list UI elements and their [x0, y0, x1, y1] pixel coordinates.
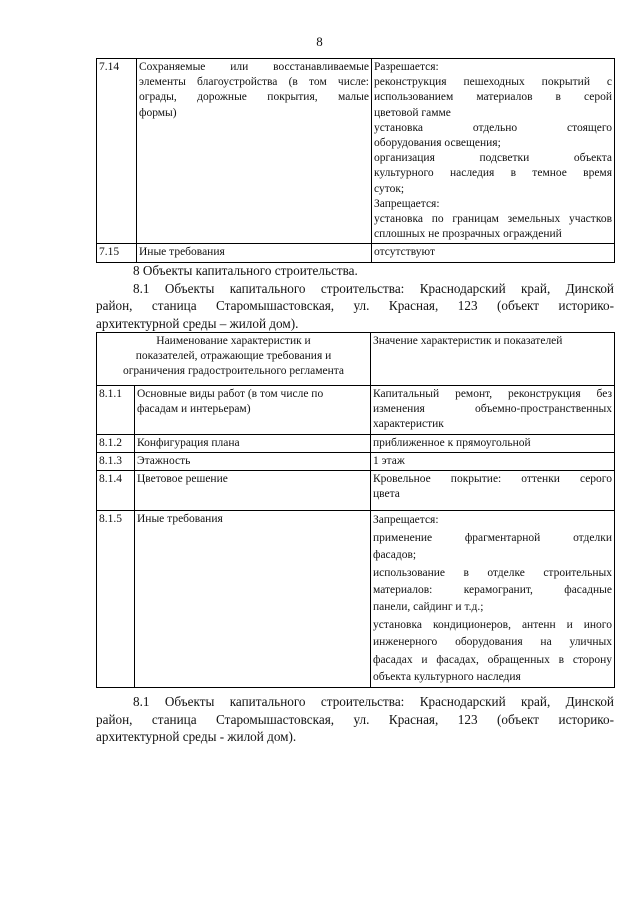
closing-paragraph-line: 8.1 Объекты капитального строительства: Краснодарский край, Динской	[133, 694, 614, 709]
row-value: Капитальный ремонт, реконструкция без изменения объемно-пространственных характеристик	[371, 386, 615, 435]
row-number: 8.1.5	[97, 511, 135, 688]
regulation-table-7	[96, 58, 615, 263]
header-values: Значение характеристик и показателей	[371, 333, 615, 386]
row-name: Этажность	[135, 452, 371, 470]
row-name: Цветовое решение	[135, 471, 371, 511]
table-row	[97, 471, 615, 511]
table-row	[97, 511, 615, 688]
row-name: Конфигурация плана	[135, 434, 371, 452]
row-name: Сохраняемые или восстанавливаемые элементы благоустройства (в том числе: ограды, дорожные покрытия, малые формы)	[137, 59, 372, 244]
section-paragraph-line: 8.1 Объекты капитального строительства: Краснодарский край, Динской	[133, 280, 614, 296]
row-value: отсутствуют	[372, 244, 615, 262]
row-number: 8.1.4	[97, 471, 135, 511]
row-number: 8.1.1	[97, 386, 135, 435]
table-row	[97, 434, 615, 452]
row-value: Кровельное покрытие: оттенки серого цвета	[371, 471, 615, 511]
row-number: 7.14	[97, 59, 137, 244]
table-row	[97, 386, 615, 435]
closing-paragraph-line: район, станица Старомышастовская, ул. Красная, 123 (объект историко-	[96, 711, 614, 727]
row-value: Запрещается: применение фрагментарной отделки фасадов; использование в отделке строительных материалов: керамогранит, фасадные панели, сайдинг и т.д.; установка кондиционеров, антенн и иного инженерного оборудования на уличных фасадах и фасадах, обращенных в сторону объекта культурного наследия	[371, 511, 615, 688]
row-name: Иные требования	[137, 244, 372, 262]
closing-paragraph-line: архитектурной среды - жилой дом).	[96, 729, 297, 744]
section-heading: 8 Объекты капитального строительства.	[133, 263, 358, 278]
table-row	[97, 244, 615, 262]
closing-paragraph	[96, 693, 614, 746]
row-number: 7.15	[97, 244, 137, 262]
table-row	[97, 452, 615, 470]
row-value: 1 этаж	[371, 452, 615, 470]
row-name: Основные виды работ (в том числе по фасадам и интерьерам)	[135, 386, 371, 435]
section-paragraph-line: архитектурной среды – жилой дом).	[96, 315, 299, 331]
table-row	[97, 59, 615, 244]
row-number: 8.1.2	[97, 434, 135, 452]
section-8-block	[96, 262, 614, 332]
row-value: приближенное к прямоугольной	[371, 434, 615, 452]
section-paragraph-line: район, станица Старомышастовская, ул. Красная, 123 (объект историко-	[96, 298, 614, 313]
regulation-table-8	[96, 332, 615, 688]
table-header-row	[97, 333, 615, 386]
page-number: 8	[316, 34, 323, 49]
row-number: 8.1.3	[97, 452, 135, 470]
row-name: Иные требования	[135, 511, 371, 688]
header-characteristics: Наименование характеристик и показателей, отражающие требования и ограничения градостроительного регламента	[97, 333, 371, 386]
row-value: Разрешается: реконструкция пешеходных покрытий с использованием материалов в серой цветовой гамме установка отдельно стоящего оборудования освещения; организация подсветки объекта культурного наследия в темное время суток; Запрещается: установка по границам земельных участков сплошных не прозрачных ограждений	[372, 59, 615, 244]
